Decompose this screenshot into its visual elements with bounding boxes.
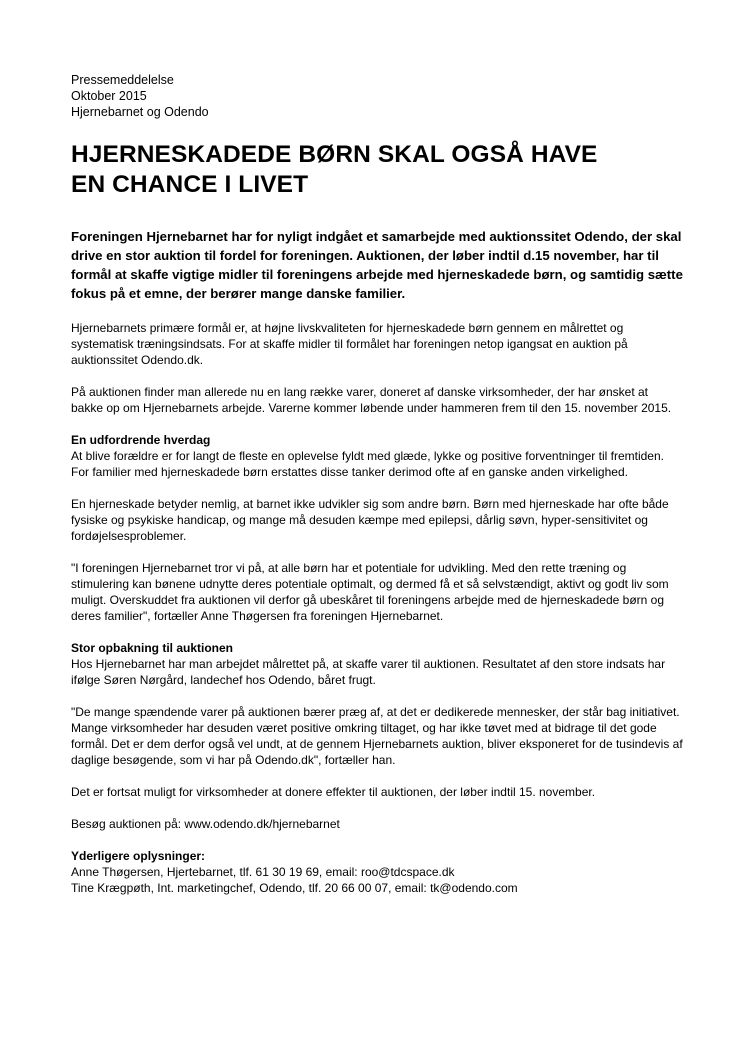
subheading-challenging-everyday: En udfordrende hverdag bbox=[71, 433, 211, 447]
doc-date: Oktober 2015 bbox=[71, 89, 147, 103]
paragraph-2: På auktionen finder man allerede nu en lang række varer, doneret af danske virksomheder, der har ønsket at bakke op om Hjernebarnets arbejde. Varerne kommer løbende under hammeren frem til den 15. november 2015. bbox=[71, 385, 672, 415]
press-release bbox=[71, 72, 683, 896]
paragraph-7-quote: "De mange spændende varer på auktionen bærer præg af, at det er dedikerede mennesker, der står bag initiativet. Mange virksomheder har desuden været positive omkring tiltaget, og har ikke tøvet med at bidrage til det gode formål. Det er dem derfor også vel undt, at de gennem Hjernebarnets auktion, bliver eksponeret for de tusindevis af daglige besøgende, som vi har på Odendo.dk", fortæller han. bbox=[71, 705, 683, 767]
contact-line-2: Tine Krægpøth, Int. marketingchef, Odendo, tlf. 20 66 00 07, email: tk@odendo.com bbox=[71, 881, 518, 895]
contacts-title: Yderligere oplysninger: bbox=[71, 849, 206, 863]
paragraph-3: At blive forældre er for langt de fleste en oplevelse fyldt med glæde, lykke og positive forventninger til fremtiden. For familier med hjerneskadede børn erstattes disse tanker derimod ofte af en ganske anden virkelighed. bbox=[71, 449, 664, 479]
headline-line-1: HJERNESKADEDE BØRN SKAL OGSÅ HAVE bbox=[71, 141, 598, 168]
paragraph-5-quote: "I foreningen Hjernebarnet tror vi på, at alle børn har et potentiale for udvikling. Med den rette træning og stimulering kan bønene udnytte deres potentiale optimalt, og dermed få et så selvstændigt, aktivt og godt liv som muligt. Overskuddet fra auktionen vil derfor gå ubeskåret til foreningens arbejde med de hjerneskadede børn og deres familier", fortæller Anne Thøgersen fra foreningen Hjernebarnet. bbox=[71, 561, 669, 623]
auction-link-line: Besøg auktionen på: www.odendo.dk/hjernebarnet bbox=[71, 817, 340, 831]
headline bbox=[71, 140, 683, 200]
paragraph-6: Hos Hjernebarnet har man arbejdet målrettet på, at skaffe varer til auktionen. Resultatet af den store indsats har ifølge Søren Nørgård, landechef hos Odendo, båret frugt. bbox=[71, 657, 666, 687]
paragraph-4: En hjerneskade betyder nemlig, at barnet ikke udvikler sig som andre børn. Børn med hjerneskade har ofte både fysiske og psykiske handicap, og mange må desuden kæmpe med epilepsi, dårlig søvn, hyper-sensitivitet og fordøjelsesproblemer. bbox=[71, 497, 669, 543]
paragraph-8: Det er fortsat muligt for virksomheder at donere effekter til auktionen, der løber indtil 15. november. bbox=[71, 785, 596, 799]
doc-type: Pressemeddelelse bbox=[71, 73, 174, 87]
lead-paragraph: Foreningen Hjernebarnet har for nyligt indgået et samarbejde med auktionssitet Odendo, der skal drive en stor auktion til fordel for foreningen. Auktionen, der løber indtil d.15 november, har til formål at skaffe vigtige midler til foreningens arbejde med hjerneskadede børn, og samtidig sætte fokus på et emne, der berører mange danske familier. bbox=[71, 229, 683, 301]
doc-sender: Hjernebarnet og Odendo bbox=[71, 105, 209, 119]
headline-line-2: EN CHANCE I LIVET bbox=[71, 171, 309, 198]
subheading-support: Stor opbakning til auktionen bbox=[71, 641, 233, 655]
paragraph-1: Hjernebarnets primære formål er, at højne livskvaliteten for hjerneskadede børn gennem en målrettet og systematisk træningsindsats. For at skaffe midler til formålet har foreningen netop igangsat en auktion på auktionssitet Odendo.dk. bbox=[71, 321, 628, 367]
contact-line-1: Anne Thøgersen, Hjertebarnet, tlf. 61 30 19 69, email: roo@tdcspace.dk bbox=[71, 865, 455, 879]
